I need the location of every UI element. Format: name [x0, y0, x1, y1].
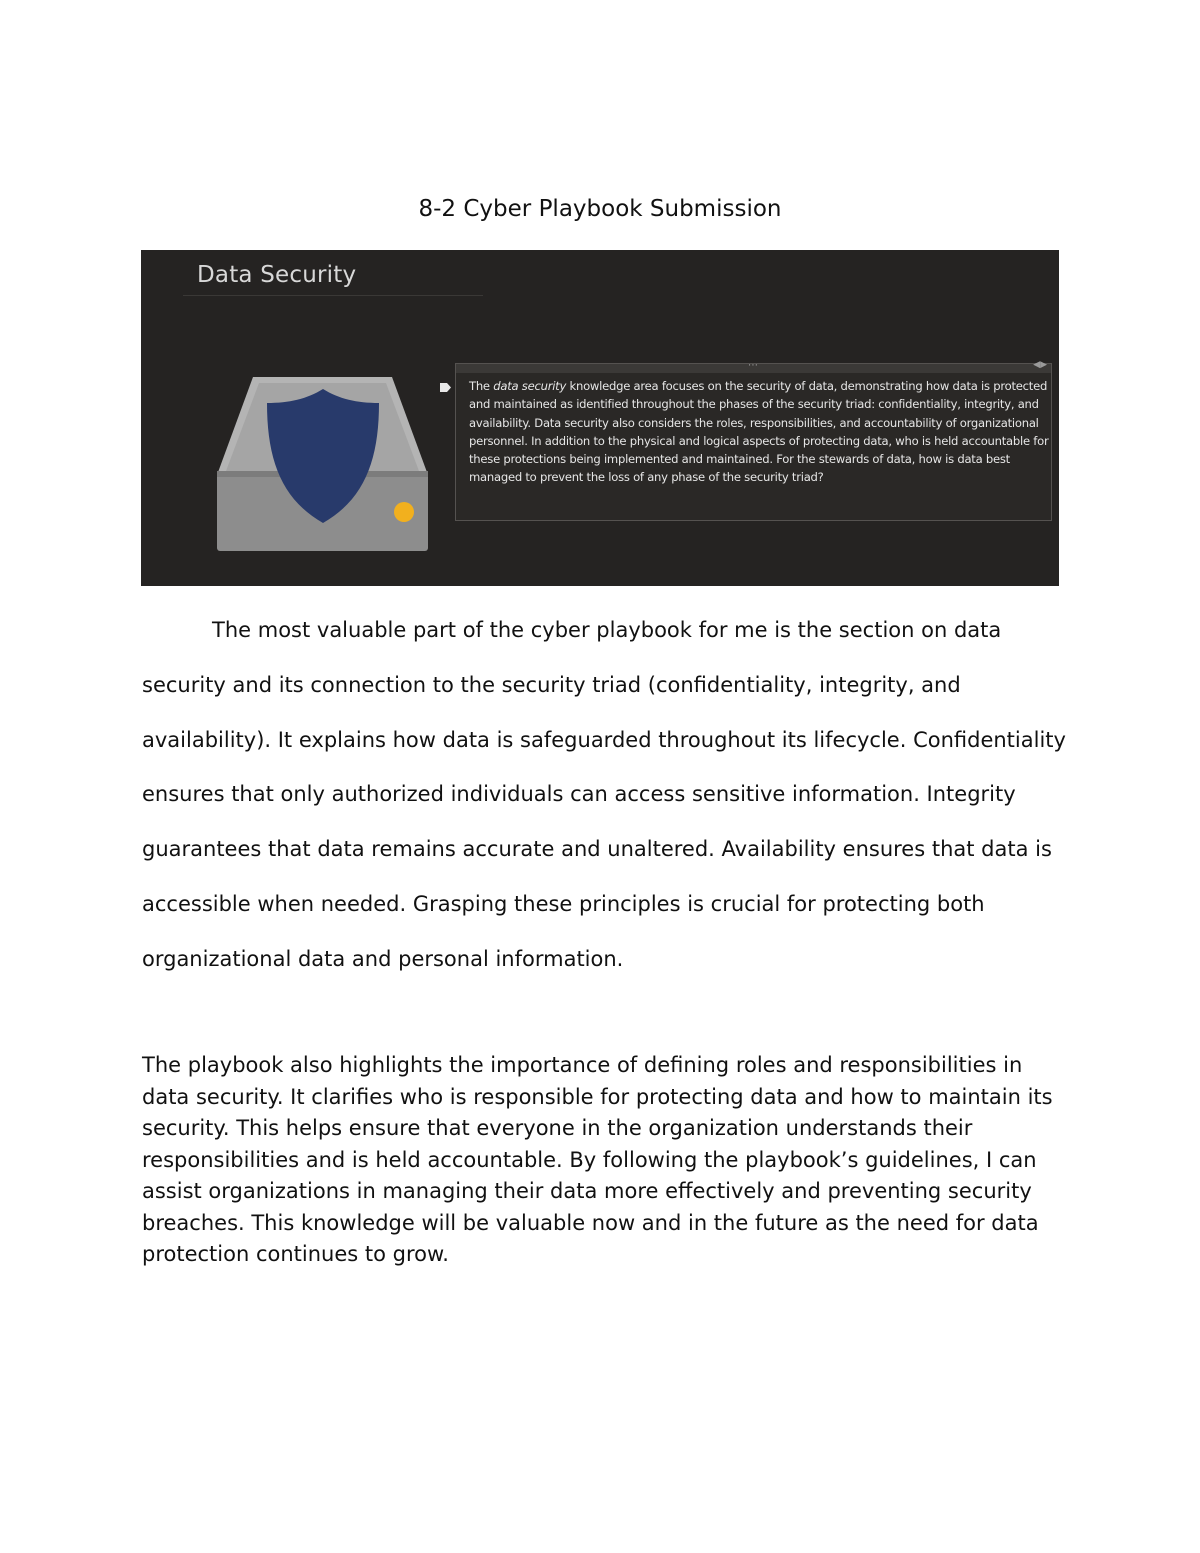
resize-arrows-icon: ◀▶ — [1033, 360, 1047, 370]
slide-body-text — [469, 377, 1055, 487]
drag-handle-icon: ⋯ — [748, 360, 759, 371]
slide-image — [141, 250, 1059, 586]
body-paragraph-1-text: The most valuable part of the cyber playbook for me is the section on data security and its connection to the security triad (confidentiality, integrity, and availability). It explains how data is safeguarded throughout its lifecycle. Confidentiality ensures that only authorized individuals can access sensitive information. Integrity guarantees that data remains accurate and unaltered. Availability ensures that data is accessible when needed. Grasping these principles is crucial for protecting both organizational data and personal information. — [142, 618, 1066, 971]
drive-led — [394, 502, 414, 522]
slide-title-divider — [183, 295, 483, 296]
shield-drive-icon — [215, 375, 430, 553]
slide-body-rest: knowledge area focuses on the security of data, demonstrating how data is protected and maintained as identified throughout the phases of the security triad: confidentiality, integrity, and availability. Data security also considers the roles, responsibilities, and accountability of organizational personnel. In addition to the physical and logical aspects of protecting data, who is held accountable for these protections being implemented and maintained. For the stewards of data, how is data best managed to prevent the loss of any phase of the security triad? — [469, 379, 1049, 485]
slide-body-emphasis: data security — [493, 379, 567, 393]
body-paragraph-2: The playbook also highlights the importance of defining roles and responsibilities in data security. It clarifies who is responsible for protecting data and how to maintain its security. This helps ensure that everyone in the organization understands their responsibilities and is held accountable. By following the playbook’s guidelines, I can assist organizations in managing their data more effectively and preventing security breaches. This knowledge will be valuable now and in the future as the need for data protection continues to grow. — [142, 1053, 1053, 1266]
slide-body-prefix: The — [469, 379, 494, 393]
body-paragraph-1 — [142, 603, 1072, 987]
slide-title: Data Security — [197, 262, 357, 288]
bullet-arrow-icon — [440, 382, 451, 393]
document-title: 8-2 Cyber Playbook Submission — [418, 196, 782, 222]
